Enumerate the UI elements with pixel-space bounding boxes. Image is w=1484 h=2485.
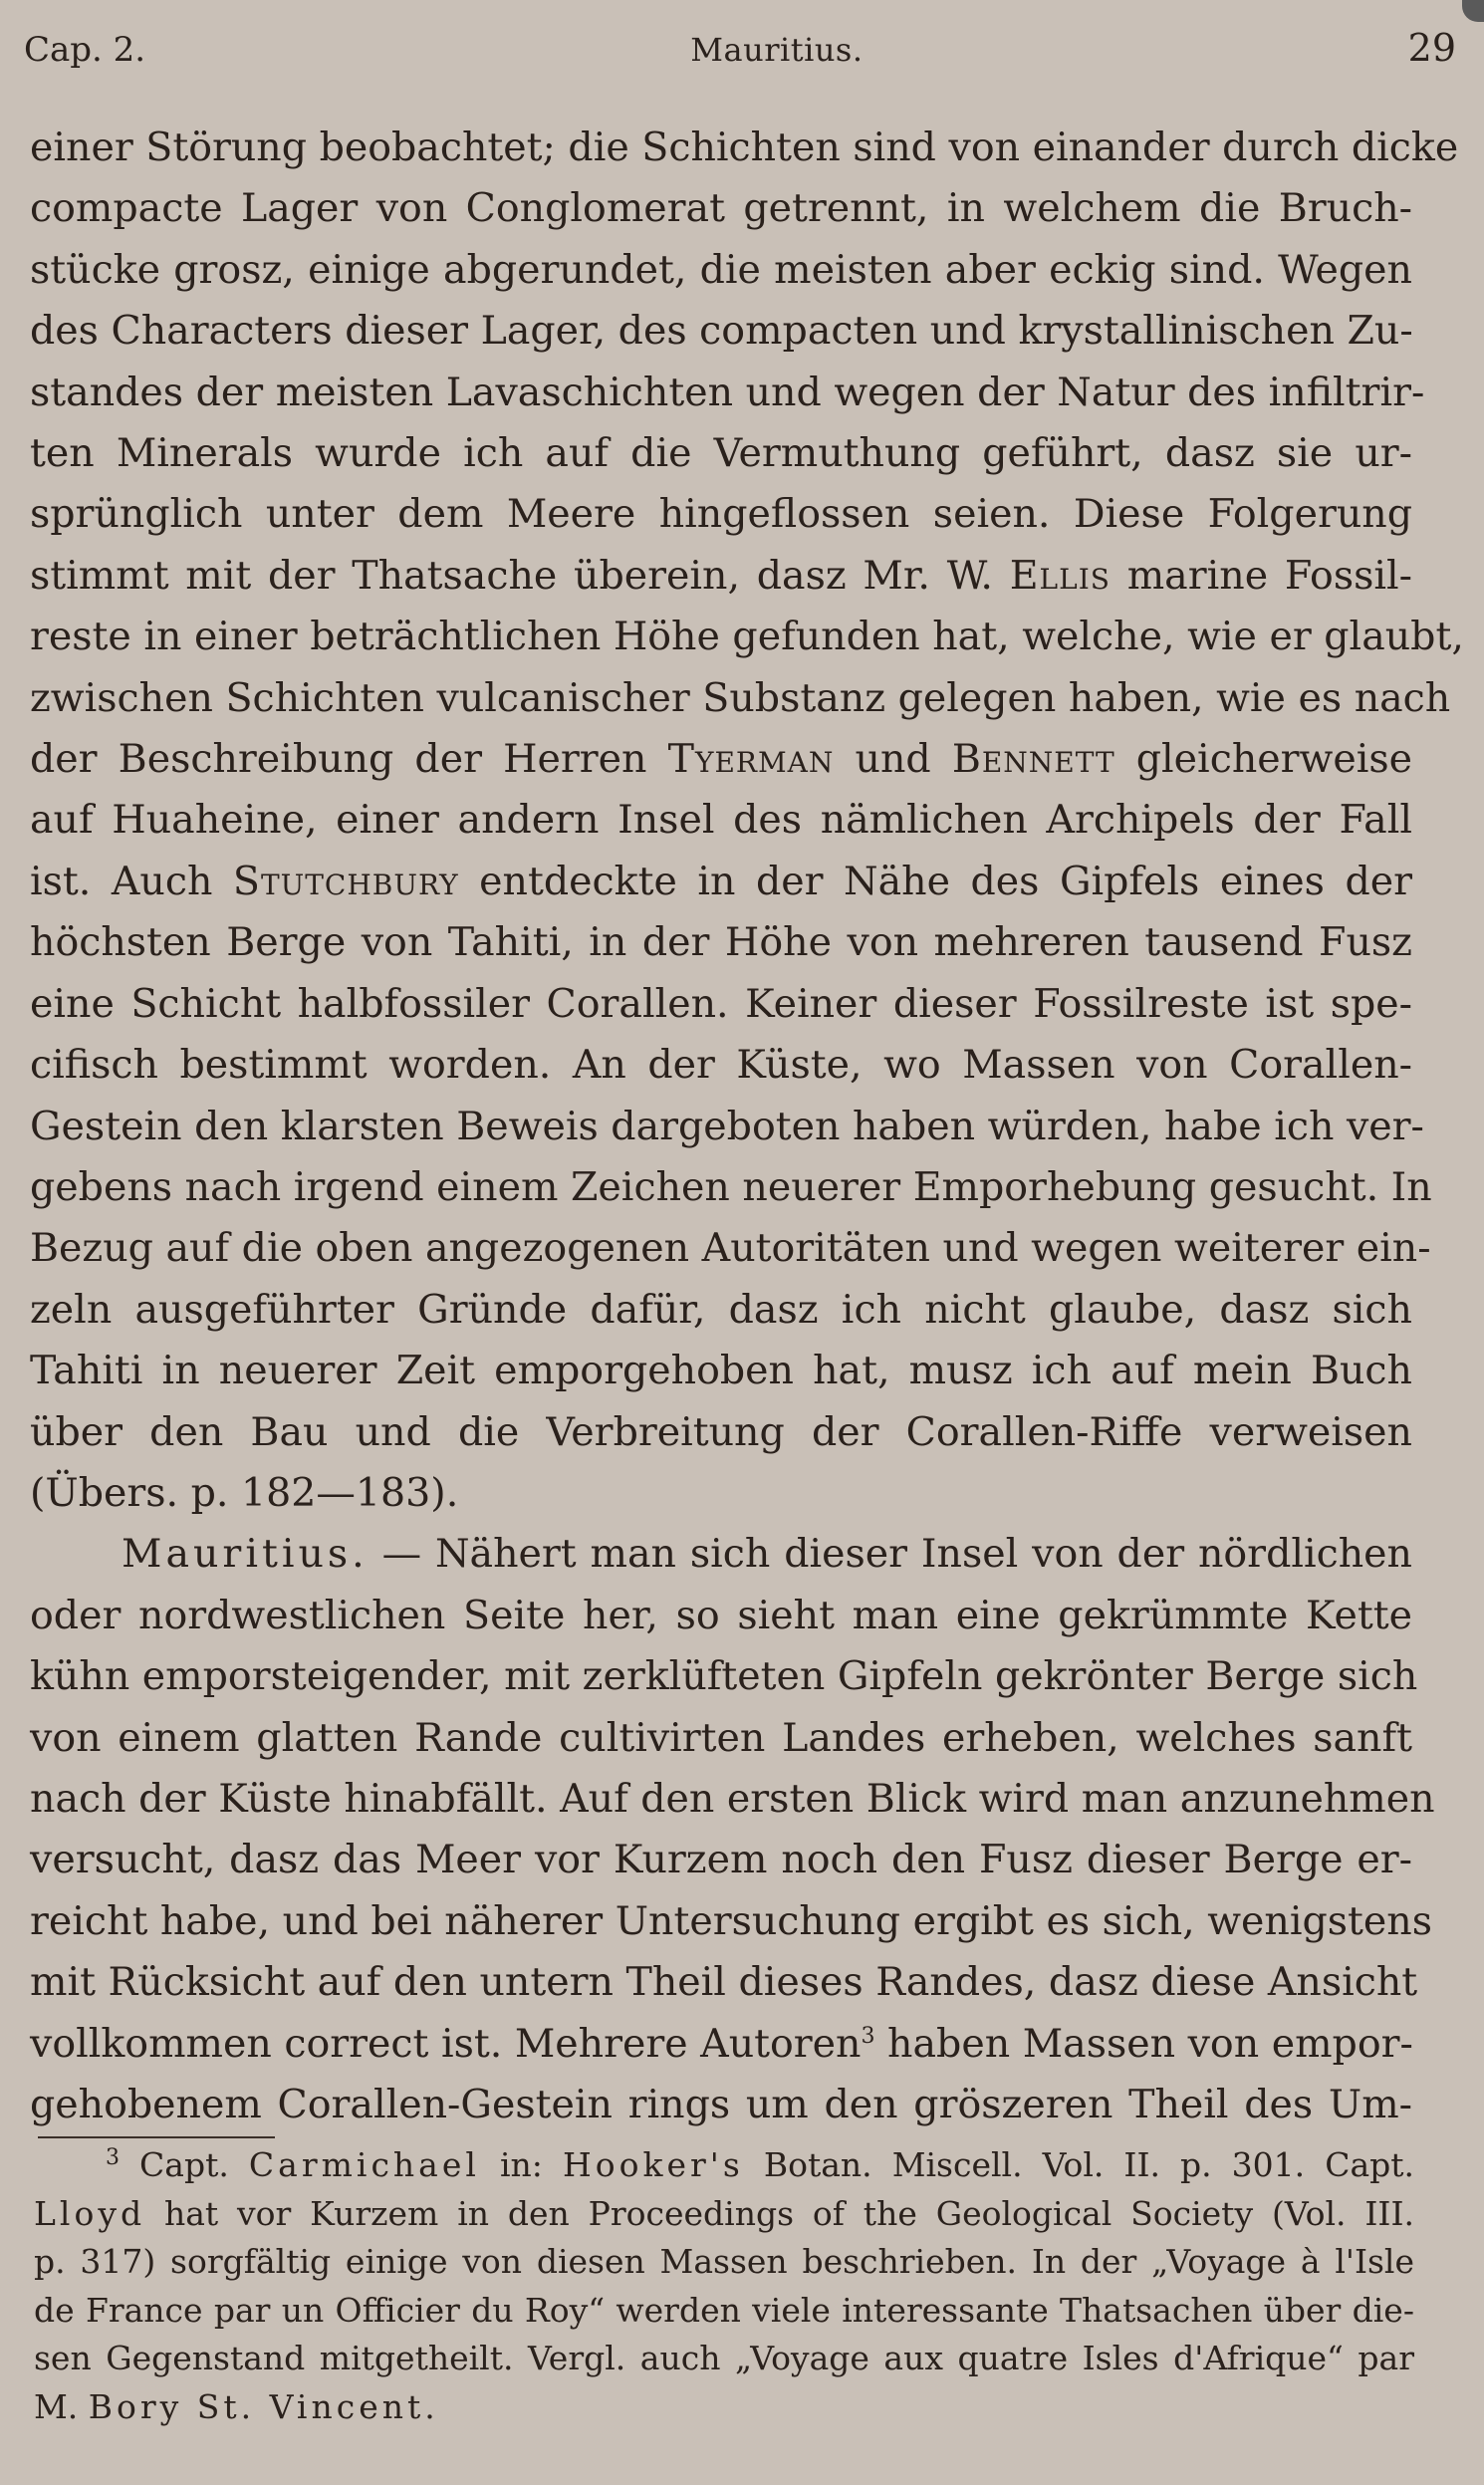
text-run: mit Rücksicht auf den untern Theil dieses Randes, dasz diese Ansicht [30, 1959, 1418, 2006]
footnote-line [34, 2287, 1414, 2336]
spaced-name: Hooker's [562, 2145, 744, 2184]
text-run: versucht, dasz das Meer vor Kurzem noch den Fusz dieser Berge er- [30, 1837, 1412, 1883]
text-run: stücke grosz, einige abgerundet, die meisten aber eckig sind. Wegen [30, 246, 1412, 293]
text-run: reicht habe, und bei näherer Untersuchung ergibt es sich, wenigstens [30, 1897, 1433, 1944]
text-run: cifisch bestimmt worden. An der Küste, wo Massen von Corallen- [30, 1042, 1412, 1089]
footnote-marker: 3 [106, 2145, 120, 2170]
text-run: gebens nach irgend einem Zeichen neuerer Emporhebung gesucht. In [30, 1163, 1432, 1210]
text-run: entdeckte in der Nähe des Gipfels eines der [458, 858, 1412, 904]
text-run: kühn emporsteigender, mit zerklüfteten Gipfeln gekrönter Berge sich [30, 1653, 1418, 1700]
text-line [30, 790, 1412, 851]
text-run: (Übers. p. 182—183). [30, 1469, 459, 1516]
text-run: M. [34, 2386, 89, 2426]
author-name: Stutchbury [232, 858, 459, 904]
text-line [30, 1646, 1418, 1707]
author-name: Tyerman [667, 736, 835, 783]
text-run: sprünglich unter dem Meere hingeflossen seien. Diese Folgerung [30, 491, 1412, 538]
text-run: von einem glatten Rande cultivirten Landes erheben, welches sanft [30, 1714, 1412, 1761]
footnote-line [34, 2383, 1414, 2432]
spaced-name: Lloyd [34, 2193, 146, 2233]
text-line [30, 1402, 1412, 1463]
text-run: ist. Auch [30, 858, 233, 904]
author-name: Ellis [1009, 552, 1111, 599]
footnote-line [34, 2335, 1414, 2383]
text-run: compacte Lager von Conglomerat getrennt, in welchem die Bruch- [30, 185, 1412, 232]
running-header [24, 26, 1456, 70]
text-line [30, 1769, 1435, 1830]
text-run: nach der Küste hinabfällt. Auf den ersten Blick wird man anzunehmen [30, 1775, 1435, 1822]
footnote-line [34, 2141, 1414, 2190]
text-line [30, 1035, 1412, 1096]
text-run: standes der meisten Lavaschichten und wegen der Natur des infiltrir- [30, 369, 1425, 415]
text-line [30, 2075, 1412, 2135]
spaced-name: Carmichael [248, 2145, 480, 2184]
text-run: de France par un Officier du Roy“ werden viele interessante Thatsachen über die- [34, 2290, 1414, 2330]
text-run: und [834, 736, 952, 783]
text-line [30, 484, 1412, 545]
text-run: einer Störung beobachtet; die Schichten sind von einander durch dicke [30, 124, 1459, 170]
text-run: eine Schicht halbfossiler Corallen. Keiner dieser Fossilreste ist spe- [30, 980, 1412, 1027]
text-line [30, 668, 1451, 729]
text-run: des Characters dieser Lager, des compacten und krystallinischen Zu- [30, 308, 1413, 355]
text-run: Bezug auf die oben angezogenen Autoritäten und wegen weiterer ein- [30, 1225, 1431, 1272]
text-line [30, 912, 1412, 973]
text-line [30, 1891, 1433, 1952]
text-run: hat vor Kurzem in den Proceedings of the Geological Society (Vol. III. [145, 2193, 1414, 2233]
text-line [30, 1341, 1412, 1401]
text-run: haben Massen von empor- [874, 2020, 1413, 2067]
text-line [30, 301, 1412, 362]
text-run: Botan. Miscell. Vol. II. p. 301. Capt. [743, 2145, 1415, 2184]
text-run: höchsten Berge von Tahiti, in der Höhe von mehreren tausend Fusz [30, 919, 1412, 966]
text-run: ten Minerals wurde ich auf die Vermuthung geführt, dasz sie ur- [30, 430, 1412, 477]
text-line [30, 240, 1412, 301]
text-line [30, 607, 1464, 667]
spaced-name: Bory St. Vincent. [88, 2386, 439, 2426]
author-name: Bennett [951, 736, 1115, 783]
text-line [30, 852, 1412, 912]
text-line [30, 2014, 1412, 2075]
text-line [30, 1157, 1432, 1218]
footnotes [34, 2141, 1414, 2431]
chapter-label: Cap. 2. [24, 30, 146, 70]
spaced-name: Mauritius. [122, 1531, 369, 1578]
text-line [30, 118, 1459, 178]
text-line [30, 1218, 1431, 1279]
text-run: zwischen Schichten vulcanischer Substanz gelegen haben, wie es nach [30, 674, 1451, 721]
text-run: über den Bau und die Verbreitung der Corallen-Riffe verweisen [30, 1408, 1412, 1455]
text-run: Gestein den klarsten Beweis dargeboten haben würden, habe ich ver- [30, 1103, 1424, 1149]
text-run: zeln ausgeführter Gründe dafür, dasz ich nicht glaube, dasz sich [30, 1286, 1412, 1333]
text-line [30, 1952, 1418, 2013]
text-run: reste in einer beträchtlichen Höhe gefunden hat, welche, wie er glaubt, [30, 614, 1464, 660]
text-run: — Nähert man sich dieser Insel von der nördlichen [368, 1531, 1412, 1578]
text-line [30, 1097, 1424, 1157]
text-line [30, 363, 1425, 423]
text-run: p. 317) sorgfältig einige von diesen Massen beschrieben. In der „Voyage à l'Isle [34, 2242, 1414, 2281]
text-run: Tahiti in neuerer Zeit emporgehoben hat, musz ich auf mein Buch [30, 1348, 1412, 1394]
text-run: in: [479, 2145, 563, 2184]
text-line [30, 974, 1412, 1035]
text-run: vollkommen correct ist. Mehrere Autoren [30, 2020, 862, 2067]
text-line [30, 1830, 1412, 1890]
text-run: gleicherweise [1114, 736, 1412, 783]
main-text [30, 118, 1464, 2135]
text-run: auf Huaheine, einer andern Insel des nämlichen Archipels der Fall [30, 797, 1412, 844]
text-line [30, 1463, 1412, 1524]
text-run: stimmt mit der Thatsache überein, dasz Mr. W. [30, 552, 1010, 599]
text-line [30, 178, 1412, 239]
page-number: 29 [1407, 26, 1456, 70]
text-line [30, 423, 1412, 484]
scan-corner-mark [1462, 0, 1484, 22]
footnote-line [34, 2190, 1414, 2239]
text-run: gehobenem Corallen-Gestein rings um den gröszeren Theil des Um- [30, 2082, 1412, 2127]
text-line [30, 1280, 1412, 1341]
text-line [30, 1708, 1412, 1769]
text-run: der Beschreibung der Herren [30, 736, 668, 783]
footnote-line [34, 2238, 1414, 2287]
text-line [30, 1524, 1412, 1585]
footnote-rule [38, 2136, 275, 2138]
text-run: Capt. [120, 2145, 249, 2184]
page-title: Mauritius. [690, 31, 864, 69]
text-line [30, 546, 1412, 607]
text-run: marine Fossil- [1110, 552, 1412, 599]
text-line [30, 1586, 1412, 1646]
text-run: oder nordwestlichen Seite her, so sieht man eine gekrümmte Kette [30, 1592, 1412, 1638]
footnote-marker: 3 [861, 2023, 875, 2049]
text-line [30, 729, 1412, 790]
text-run: sen Gegenstand mitgetheilt. Vergl. auch „Voyage aux quatre Isles d'Afrique“ par [34, 2339, 1414, 2377]
